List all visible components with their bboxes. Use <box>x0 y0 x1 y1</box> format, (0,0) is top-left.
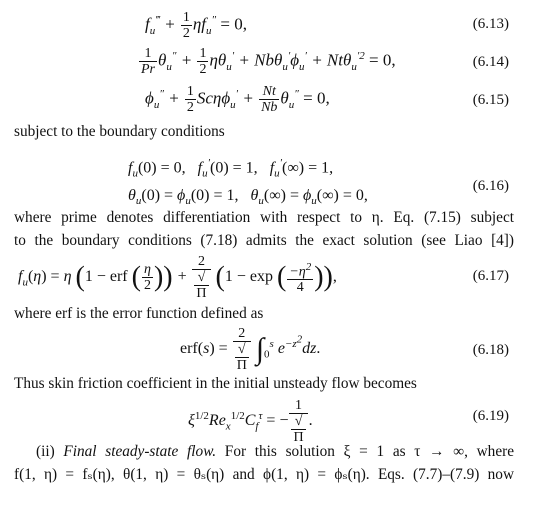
equation-number: (6.13) <box>472 16 509 32</box>
equation-number: (6.18) <box>472 342 509 358</box>
section-heading-inline: Final steady-state flow. <box>63 443 217 460</box>
equation-6-13-body: $f_u^‴$ + $\frac{1}{2}$ $\eta f_u'' = 0$, <box>145 10 247 41</box>
equation-6-17 <box>0 252 549 300</box>
equation-number: (6.17) <box>472 268 509 284</box>
equation-number: (6.14) <box>472 54 509 70</box>
paragraph-line: to the boundary conditions (7.18) admits the exact solution (see Liao [4]) <box>14 232 514 249</box>
equation-6-13 <box>0 8 549 42</box>
equation-number: (6.16) <box>472 178 509 194</box>
paragraph-line: f(1, η) = fₛ(η), θ(1, η) = θₛ(η) and ϕ(1, η) = ϕₛ(η). Eqs. (7.7)–(7.9) now <box>14 466 514 483</box>
equation-6-16 <box>0 150 549 207</box>
paragraph-line <box>14 440 514 463</box>
equation-6-19-body: $\xi^{1/2}Re_x^{1/2}C_f^\tau$ = − 1 √ Π . <box>188 398 313 445</box>
equation-number: (6.15) <box>472 92 509 108</box>
equation-6-15 <box>0 82 549 120</box>
equation-6-15-body: $\phi_u''$ + $\frac{1}{2}$ Scηϕ$_u$′ + $\frac{Nt}{Nb}$ $\theta_u'' = 0$, <box>145 84 330 115</box>
equation-6-19 <box>0 396 549 445</box>
paragraph-skin-intro: Thus skin friction coefficient in the initial unsteady flow becomes <box>14 375 417 392</box>
paragraph-text: For this solution ξ = 1 as τ → ∞, where <box>216 443 514 460</box>
paragraph-final-steady <box>14 440 514 486</box>
equation-6-16-body: $f_u(0) = 0$, $f_u'(0) = 1$, $f_u'(\infty) = 1$, $\theta_u(0) = \phi_u(0) = 1$, $\theta_u(\infty) = \phi_u(\infty) = 0$, <box>128 157 368 207</box>
equation-6-17-body: $f_u(\eta) = \eta$ (1 − erf ( $\frac{\eta}{2}$ )) + 2 √ Π (1 − exp ( $\frac{-\eta^2}{4}$ )), <box>18 254 337 301</box>
paragraph-line: where prime denotes differentiation with respect to η. Eq. (7.15) subject <box>14 209 514 226</box>
equation-6-18 <box>0 324 549 373</box>
equation-6-18-body: erf(s) = 2 √ Π $\int_0^s$ $e^{-z^2}dz$. <box>180 326 321 373</box>
equation-6-14 <box>0 44 549 80</box>
paragraph-where-prime <box>14 206 514 252</box>
equation-6-14-body: $\frac{1}{Pr}$ $\theta_u''$ + $\frac{1}{2}$ $\eta\theta_u' + Nb\theta_u'\phi_u' + Nt\theta_u^{'2} = 0$, <box>141 46 396 77</box>
item-marker: (ii) <box>36 443 64 460</box>
paragraph-erf-intro: where erf is the error function defined as <box>14 305 264 322</box>
paragraph-subject: subject to the boundary conditions <box>14 123 225 140</box>
equation-number: (6.19) <box>472 408 509 424</box>
